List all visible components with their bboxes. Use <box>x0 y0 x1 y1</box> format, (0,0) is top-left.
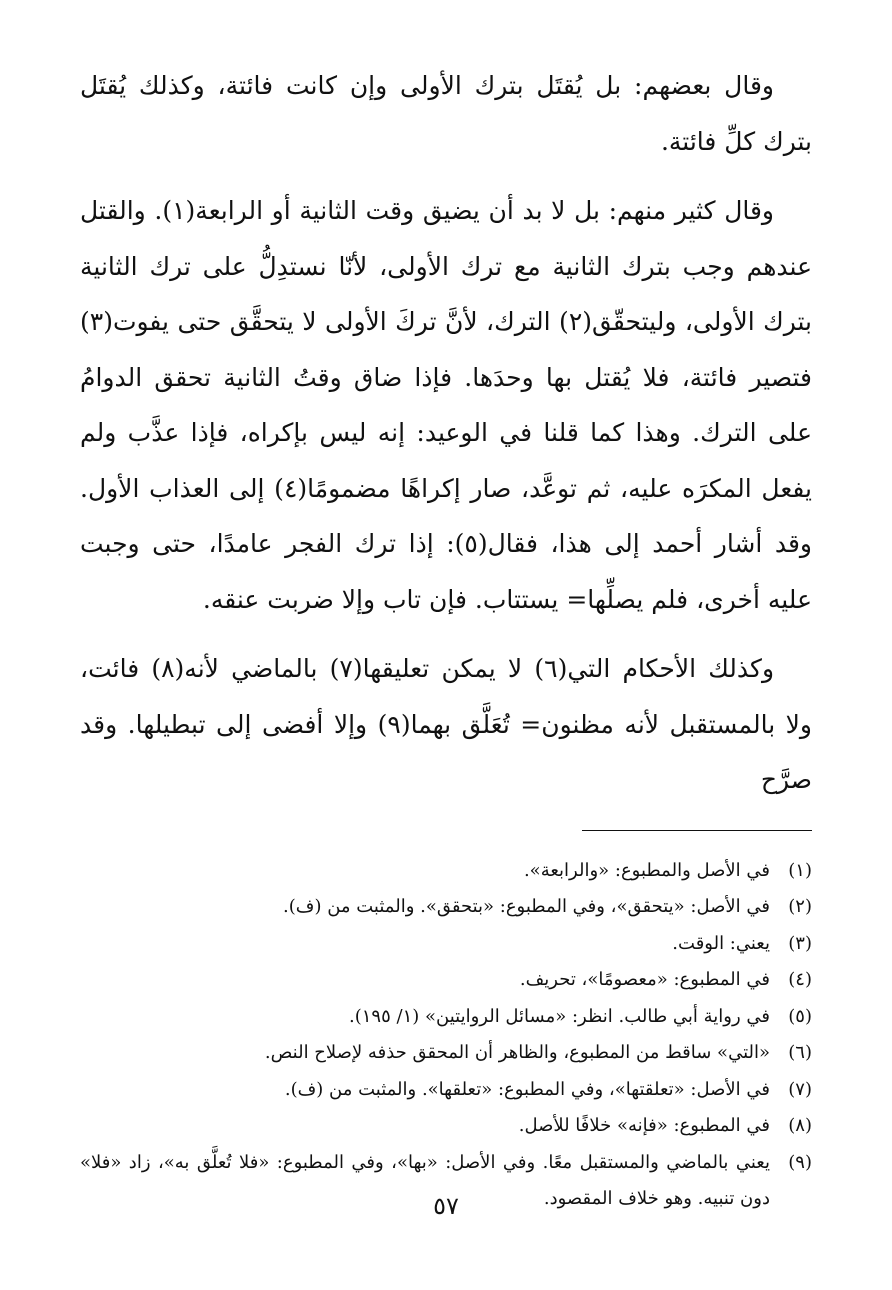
footnote-text: في الأصل والمطبوع: «والرابعة». <box>523 859 770 881</box>
footnote-text: يعني بالماضي والمستقبل معًا. وفي الأصل: «بها»، وفي المطبوع: «فلا تُعلَّق به»، زاد «فلا» دون تنبيه. وهو خلاف المقصود. <box>80 1151 770 1209</box>
book-page <box>80 58 812 1290</box>
footnote <box>80 1035 812 1072</box>
footnote-number: (٧) <box>788 1078 812 1100</box>
footnote-text: في رواية أبي طالب. انظر: «مسائل الروايتين» (١/ ١٩٥). <box>349 1005 770 1027</box>
footnote <box>80 999 812 1036</box>
footnote-text: في الأصل: «تعلقتها»، وفي المطبوع: «تعلقها». والمثبت من (ف). <box>284 1078 770 1100</box>
footnote <box>80 962 812 999</box>
footnote-text: في المطبوع: «معصومًا»، تحريف. <box>519 969 770 990</box>
footnote-number: (٤) <box>788 969 812 990</box>
footnote-number: (٦) <box>788 1042 812 1063</box>
footnote <box>80 853 812 890</box>
footnote <box>80 926 812 963</box>
body-text <box>80 58 812 808</box>
footnote-number: (٣) <box>788 932 812 954</box>
footnote-text: «التي» ساقط من المطبوع، والظاهر أن المحقق حذفه لإصلاح النص. <box>264 1042 770 1063</box>
page-number: ٥٧ <box>433 1192 459 1220</box>
paragraph: وقال كثير منهم: بل لا بد أن يضيق وقت الثانية أو الرابعة(١). والقتل عندهم وجب بترك الثانية مع ترك الأولى، لأنّا نستدِلُّ على ترك الثانية بترك الأولى، وليتحقّق(٢) الترك، لأنَّ تركَ الأولى لا يتحقَّق حتى يفوت(٣) فتصير فائتة، فلا يُقتل بها وحدَها. فإذا ضاق وقتُ الثانية تحقق الدوامُ على الترك. وهذا كما قلنا في الوعيد: إنه ليس بإكراه، فإذا عذَّب ولم يفعل المكرَه عليه، ثم توعَّد، صار إكراهًا مضمومًا(٤) إلى العذاب الأول. وقد أشار أحمد إلى هذا، فقال(٥): إذا ترك الفجر عامدًا، حتى وجبت عليه أخرى، فلم يصلِّها= يستتاب. فإن تاب وإلا ضربت عنقه. <box>80 196 813 614</box>
footnote-number: (٩) <box>788 1151 812 1173</box>
footnote-number: (٥) <box>788 1005 812 1027</box>
footnote-number: (١) <box>788 859 812 881</box>
footnote <box>80 1072 812 1109</box>
footnote <box>80 889 812 926</box>
footnote-number: (٨) <box>788 1115 812 1136</box>
footnote <box>80 1108 812 1145</box>
paragraph: وقال بعضهم: بل يُقتَل بترك الأولى وإن كانت فائتة، وكذلك يُقتَل بترك كلِّ فائتة. <box>80 71 812 156</box>
footnote-separator <box>582 830 812 831</box>
footnote-text: في الأصل: «يتحقق»، وفي المطبوع: «بتحقق». والمثبت من (ف). <box>283 896 770 917</box>
footnote-text: يعني: الوقت. <box>672 932 770 954</box>
footnotes <box>80 853 812 1218</box>
footnote-text: في المطبوع: «فإنه» خلافًا للأصل. <box>518 1115 770 1136</box>
paragraph: وكذلك الأحكام التي(٦) لا يمكن تعليقها(٧) بالماضي لأنه(٨) فائت، ولا بالمستقبل لأنه مظنون= تُعَلَّق بهما(٩) وإلا أفضى إلى تبطيلها. وقد صرَّح <box>80 654 812 794</box>
footnote-number: (٢) <box>788 896 812 917</box>
